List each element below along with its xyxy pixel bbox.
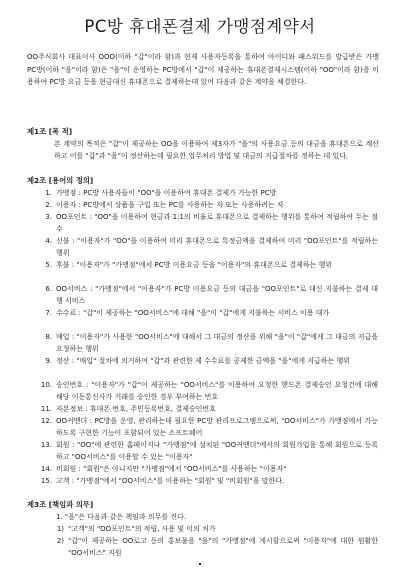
definition-number: 2. bbox=[45, 201, 52, 209]
article-3-heading: 제3조 [책임과 의무] bbox=[27, 500, 94, 509]
definition-number: 13. bbox=[40, 441, 52, 449]
definition-number: 3. bbox=[45, 213, 52, 221]
article-1-body: 본 계약의 목적은 "갑"이 제공하는 OO을 이용하여 제3자가 "을"의 사용요금 등의 대금을 휴대폰으로 계산하고 이를 "갑"과 "을"이 정산하는데 필요한 업무처리 방법 및 대금의 지급절차를 정하는 데 있다. bbox=[54, 140, 379, 161]
article-3-line-1: 1. "을"은 다음과 같은 책임과 의무를 진다. bbox=[56, 513, 187, 521]
definition-number: 6. bbox=[45, 285, 52, 293]
page-dot bbox=[199, 563, 201, 565]
sub-item-text: "갑"이 제공하는 OO로고 등의 홍보물을 "을"의 "가맹점"에 게시함으로써 "이용자"에 대한 원활한 "OO서비스" 지원 bbox=[68, 537, 378, 558]
definition-text: 이용자 : PC방에서 상품을 구입 또는 PC를 사용하는 자 또는 사용하려는 자 bbox=[56, 201, 284, 209]
definition-number: 7. bbox=[45, 309, 52, 317]
definition-text: 선불 : "이용자"가 "OO"을 이용하여 미리 휴대폰으로 특정금액을 결제하여 미리 "OO포인트"를 적립하는 행위 bbox=[56, 237, 378, 258]
definition-text: 후불 : "이용자"가 "가맹점"에서 PC방 이용요금 등을 "이용자"의 휴대폰으로 결제하는 행위 bbox=[56, 261, 333, 269]
definition-text: OO포인트 : "OO"을 이용하여 현금과 1:1의 비율로 휴대폰으로 결제하는 행위를 통하여 적립하여 두는 점수 bbox=[56, 213, 378, 234]
definition-number: 14. bbox=[40, 465, 52, 473]
definition-number: 11. bbox=[40, 405, 52, 413]
definition-text: 정산 : "매입" 절차에 의거하여 "갑"과 관련한 제 수수료를 공제한 금액을 "을"에게 지급하는 행위 bbox=[56, 357, 351, 365]
definition-text: 수수료 : "갑"이 제공하는 "OO서비스"에 대해 "을"이 "갑"에게 지불하는 서비스 이용 대가 bbox=[56, 309, 330, 317]
article-1-heading: 제1조 [목 적] bbox=[27, 127, 73, 136]
sub-item-text: "고객"의 "OO포인트"의 적립, 사용 및 이의 처가 bbox=[68, 525, 216, 533]
definition-number: 8. bbox=[45, 333, 52, 341]
article-2-heading: 제2조 [용어의 정의] bbox=[27, 176, 94, 185]
sub-item-number: 1) bbox=[56, 525, 64, 533]
definition-number: 9. bbox=[45, 357, 52, 365]
intro-paragraph: OO주식회사 대표이사 OOO(이하 "갑"이라 함)과 현재 사용자등록을 통하여 아이디와 패스워드를 발급받은 가맹 PC방(이하 "을"이라 함)은 "을"이 운영하는 PC방에서 "갑"이 제공하는 휴대폰결제시스템(이하 "OO"이라 함)을 이용하여 PC방 요금 등을 현금대신 휴대폰으로 결제하는데 있어 다음과 같은 계약을 체결한다. bbox=[27, 53, 379, 87]
definition-text: OO커맨더 : PC방을 운영, 관리하는데 필요한 PC방 관리프로그램으로써, "OO서비스"가 가맹점에서 가능하도록 구현한 기능이 포함되어 있는 소프트웨어 bbox=[56, 417, 378, 438]
definition-number: 4. bbox=[45, 237, 52, 245]
definition-text: 매입 : "이용자"가 사용한 "OO서비스"에 대해서 그 대금의 정산을 위해 "을"이 "갑"에게 그 대금의 지급을 요청하는 행위 bbox=[56, 333, 378, 354]
definition-text: 고객 : "가맹점"에서 "OO서비스"를 이용하는 "회원" 및 "비회원"을 말한다. bbox=[56, 477, 285, 485]
definition-number: 12. bbox=[40, 417, 52, 425]
sub-item-number: 2) bbox=[56, 537, 64, 545]
definition-text: 회원 : "OO"에 관련한 홈페이지나 "가맹점"에 설치된 "OO커맨더"에서의 회원가입을 통해 회원으로 등록하고 "OO서비스"를 이용할 수 있는 "이용자" bbox=[56, 441, 378, 462]
document-title: PC방 휴대폰결제 가맹점계약서 bbox=[84, 17, 316, 36]
definition-text: 가맹점 : PC방 사용자들이 "OO"을 이용하여 휴대폰 결제가 가능한 PC방 bbox=[56, 189, 277, 197]
definition-text: OO서비스 : "가맹점"에서 "이용자"가 PC방 이용요금 등의 대금을 "OO포인트"로 대신 지불하는 결제 대행 서비스 bbox=[56, 285, 378, 306]
definition-number: 10. bbox=[40, 381, 52, 389]
definition-number: 5. bbox=[45, 261, 52, 269]
definition-text: 승인번호 : "이용자"가 "갑"이 제공하는 "OO서비스"를 이용하여 요청한 핸드폰 결제승인 요청건에 대해 해당 이동통신사가 거래를 승인한 경우 부여하는 번호 bbox=[56, 381, 378, 402]
definition-number: 15. bbox=[40, 477, 52, 485]
definition-number: 1. bbox=[45, 189, 52, 197]
definition-text: 비회원 : "회원"은 아니지만 "가맹점"에서 "OO서비스"를 사용하는 "이용자" bbox=[56, 465, 287, 473]
definition-text: 자본정보 : 휴대폰 번호, 주민등록번호, 결제승인번호 bbox=[56, 405, 216, 413]
